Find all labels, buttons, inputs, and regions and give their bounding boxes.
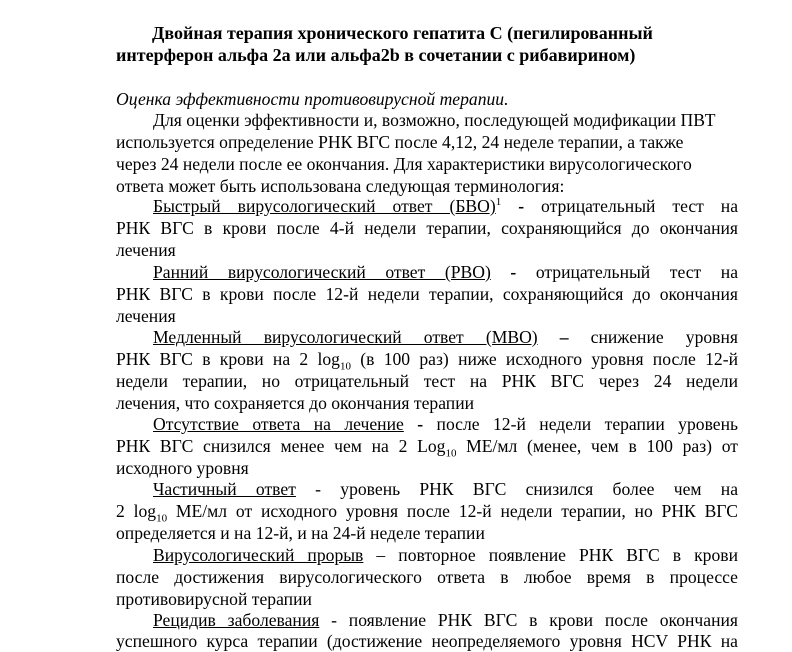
term-rvo-line-2: РНК ВГС в крови после 12-й недели терапии, сохраняющийся до окончания <box>116 284 738 304</box>
term-relapse-line-2: успешного курса терапии (достижение неопределяемого уровня HCV РНК на <box>116 631 738 651</box>
term-partial: Частичный ответ <box>153 479 296 499</box>
term-relapse-def-1: - появление РНК ВГС в крови после окончания <box>319 610 738 630</box>
footnote-ref: 1 <box>495 196 502 209</box>
term-mvo-line-4: лечения, что сохраняется до окончания терапии <box>116 393 475 413</box>
term-rvo-line-1 <box>116 261 738 283</box>
term-rvo-line-3: лечения <box>116 306 176 326</box>
term-partial-line-2 <box>116 500 738 525</box>
term-rvo-dash: - <box>490 262 536 282</box>
term-breakthrough-def-1: – повторное появление РНК ВГС в крови <box>363 545 738 565</box>
term-relapse: Рецидив заболевания <box>153 610 320 630</box>
log-subscript: 10 <box>339 360 351 373</box>
term-rvo: Ранний вирусологический ответ (РВО) <box>153 262 491 282</box>
term-mvo-line-2 <box>116 348 739 373</box>
intro-line-2: используется определение РНК ВГС после 4,12, 24 неделе терапии, а также <box>116 132 684 152</box>
log-subscript: 10 <box>156 512 168 525</box>
term-partial-line-3: определяется и на 12-й, и на 24-й неделе терапии <box>116 523 485 543</box>
intro-line-4: ответа может быть использована следующая терминология: <box>116 176 565 196</box>
term-rvo-def-1: отрицательный тест на <box>535 262 739 282</box>
term-bvo-dash: - <box>501 196 542 216</box>
term-mvo-line-1 <box>116 326 738 348</box>
intro-line-1: Для оценки эффективности и, возможно, последующей модификации ПВТ <box>153 110 716 130</box>
term-partial-line-1 <box>116 478 738 500</box>
term-partial-def-1: - уровень РНК ВГС снизился более чем на <box>295 479 739 499</box>
intro-line-3: через 24 недели после ее окончания. Для характеристики вирусологического <box>116 154 692 174</box>
term-mvo-def-2a: РНК ВГС в крови на 2 log <box>116 349 340 369</box>
title-line-2: интерферон альфа 2а или альфа2b в сочетании с рибавирином) <box>116 45 636 65</box>
term-no-response-def-2b: МЕ/мл (менее, чем в 100 раз) от <box>456 436 738 456</box>
term-no-response: Отсутствие ответа на лечение <box>153 414 404 434</box>
term-breakthrough: Вирусологический прорыв <box>153 545 364 565</box>
term-no-response-def-1: после 12-й недели терапии уровень <box>436 414 739 434</box>
term-no-response-dash: - <box>403 414 437 434</box>
term-breakthrough-line-2: после достижения вирусологического ответа в любое время в процессе <box>116 567 738 587</box>
term-no-response-def-2a: РНК ВГС снизился менее чем на 2 Log <box>116 436 446 456</box>
term-no-response-line-1 <box>116 413 738 435</box>
term-bvo-line-1 <box>116 195 738 217</box>
term-bvo-def-1: отрицательный тест на <box>541 196 739 216</box>
log-subscript: 10 <box>445 447 457 460</box>
term-mvo-line-3: недели терапии, но отрицательный тест на РНК ВГС через 24 недели <box>116 371 738 391</box>
term-breakthrough-line-3: противовирусной терапии <box>116 589 312 609</box>
term-partial-def-2b: МЕ/мл от исходного уровня после 12-й недели терапии, но РНК ВГС <box>167 501 738 521</box>
term-mvo-def-1: снижение уровня <box>590 327 739 347</box>
term-no-response-line-2 <box>116 435 738 460</box>
document-title <box>116 22 756 66</box>
term-partial-def-2a: 2 log <box>116 501 157 521</box>
term-mvo: Медленный вирусологический ответ (МВО) <box>153 327 538 347</box>
term-bvo: Быстрый вирусологический ответ (БВО) <box>153 196 496 216</box>
section-heading: Оценка эффективности противовирусной терапии. <box>116 89 509 109</box>
term-relapse-line-1 <box>116 609 738 631</box>
term-mvo-def-2b: (в 100 раз) ниже исходного уровня после 12-й <box>350 349 739 369</box>
title-line-1: Двойная терапия хронического гепатита С (пегилированный <box>152 23 653 43</box>
term-breakthrough-line-1 <box>116 544 738 566</box>
term-bvo-line-3: лечения <box>116 240 176 260</box>
term-mvo-dash: – <box>537 327 591 347</box>
term-bvo-line-2: РНК ВГС в крови после 4-й недели терапии, сохраняющийся до окончания <box>116 218 738 238</box>
term-no-response-line-3: исходного уровня <box>116 458 249 478</box>
